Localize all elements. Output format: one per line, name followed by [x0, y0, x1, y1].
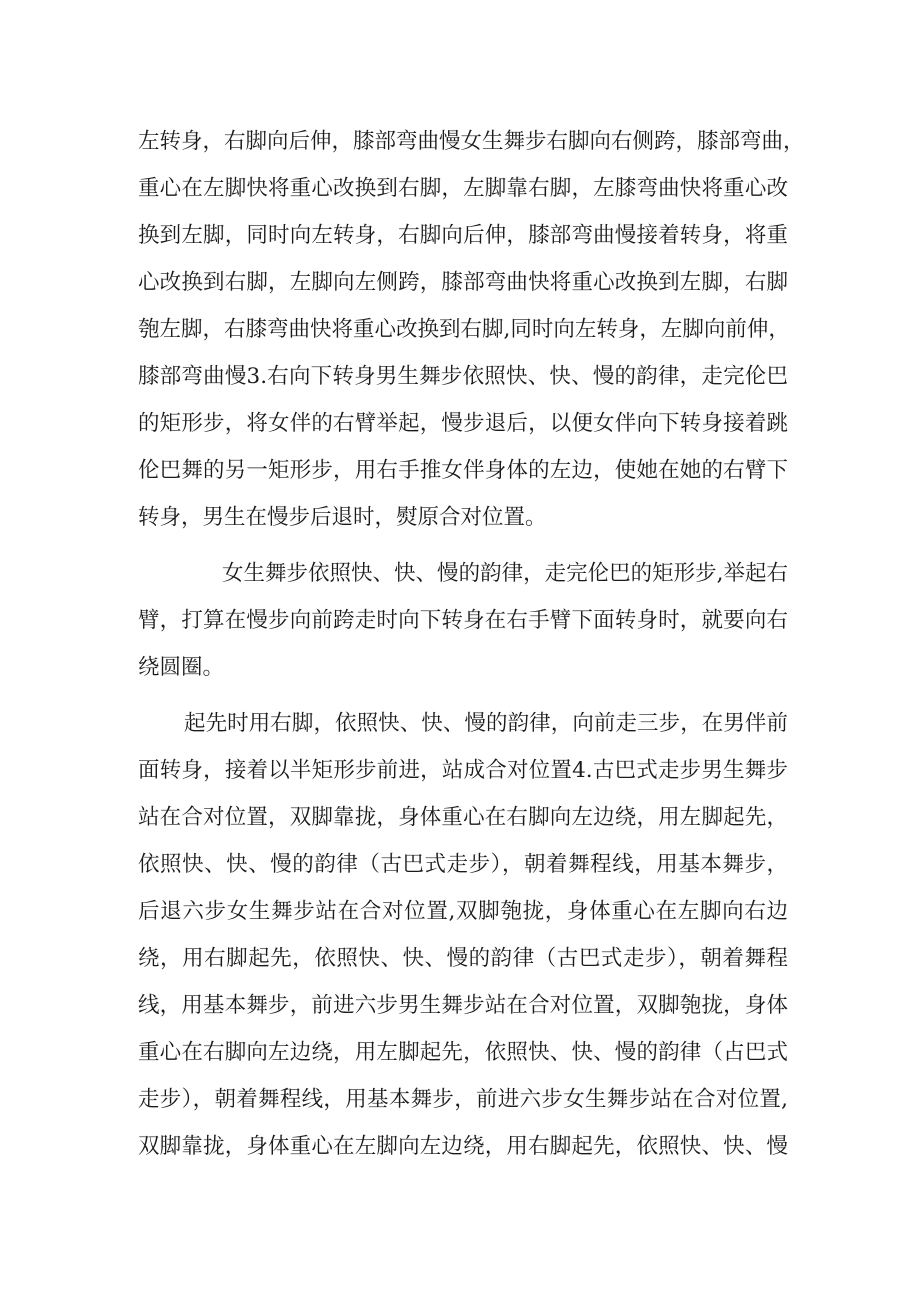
- text-line: 臂，打算在慢步向前跨走时向下转身在右手臂下面转身时，就要向右: [138, 608, 788, 633]
- text-line: 左转身，右脚向后伸，膝部弯曲慢女生舞步右脚向右侧跨，膝部弯曲，: [138, 129, 805, 154]
- text-line: 膝部弯曲慢3.右向下转身男生舞步依照快、快、慢的韵律，走完伦巴: [138, 364, 788, 389]
- paragraph-1: [138, 118, 805, 541]
- text-line: 面转身，接着以半矩形步前进，站成合对位置4.古巴式走步男生舞步: [138, 758, 788, 783]
- text-line: 站在合对位置，双脚靠拢，身体重心在右脚向左边绕，用左脚起先，: [138, 805, 788, 830]
- text-line: 走步），朝着舞程线，用基本舞步，前进六步女生舞步站在合对位置,: [138, 1087, 788, 1112]
- text-line: 后退六步女生舞步站在合对位置,双脚匏拢，身体重心在左脚向右边: [138, 899, 788, 924]
- text-line: 起先时用右脚，依照快、快、慢的韵律，向前走三步，在男伴前: [184, 711, 788, 736]
- body-text: [138, 118, 805, 1170]
- text-line: 绕圆圈。: [138, 655, 225, 680]
- text-line: 心改换到右脚，左脚向左侧跨，膝部弯曲快将重心改换到左脚，右脚: [138, 270, 788, 295]
- text-line: 绕，用右脚起先，依照快、快、慢的韵律（古巴式走步），朝着舞程: [138, 946, 788, 971]
- paragraph-spacer: [138, 541, 788, 550]
- text-line: 伦巴舞的另一矩形步，用右手推女伴身体的左边，使她在她的右臂下: [138, 458, 788, 483]
- text-line: 依照快、快、慢的韵律（古巴式走步），朝着舞程线，用基本舞步，: [138, 852, 788, 877]
- text-line: 重心在左脚快将重心改换到右脚，左脚靠右脚，左膝弯曲快将重心改: [138, 176, 788, 201]
- text-line: 双脚靠拢，身体重心在左脚向左边绕，用右脚起先，依照快、快、慢: [138, 1134, 788, 1159]
- text-line: 匏左脚，右膝弯曲快将重心改换到右脚,同时向左转身，左脚向前伸，: [138, 317, 790, 342]
- text-line: 女生舞步依照快、快、慢的韵律，走完伦巴的矩形步,举起右: [222, 561, 788, 586]
- paragraph-3: [138, 700, 788, 1170]
- paragraph-spacer: [138, 691, 788, 700]
- text-line: 转身，男生在慢步后退时，熨原合对位置。: [138, 505, 547, 530]
- text-line: 换到左脚，同时向左转身，右脚向后伸，膝部弯曲慢接着转身，将重: [138, 223, 788, 248]
- text-line: 重心在右脚向左边绕，用左脚起先，依照快、快、慢的韵律（占巴式: [138, 1040, 788, 1065]
- text-line: 的矩形步，将女伴的右臂举起，慢步退后，以便女伴向下转身接着跳: [138, 411, 788, 436]
- text-line: 线，用基本舞步，前进六步男生舞步站在合对位置，双脚匏拢，身体: [138, 993, 788, 1018]
- paragraph-2: [138, 550, 788, 691]
